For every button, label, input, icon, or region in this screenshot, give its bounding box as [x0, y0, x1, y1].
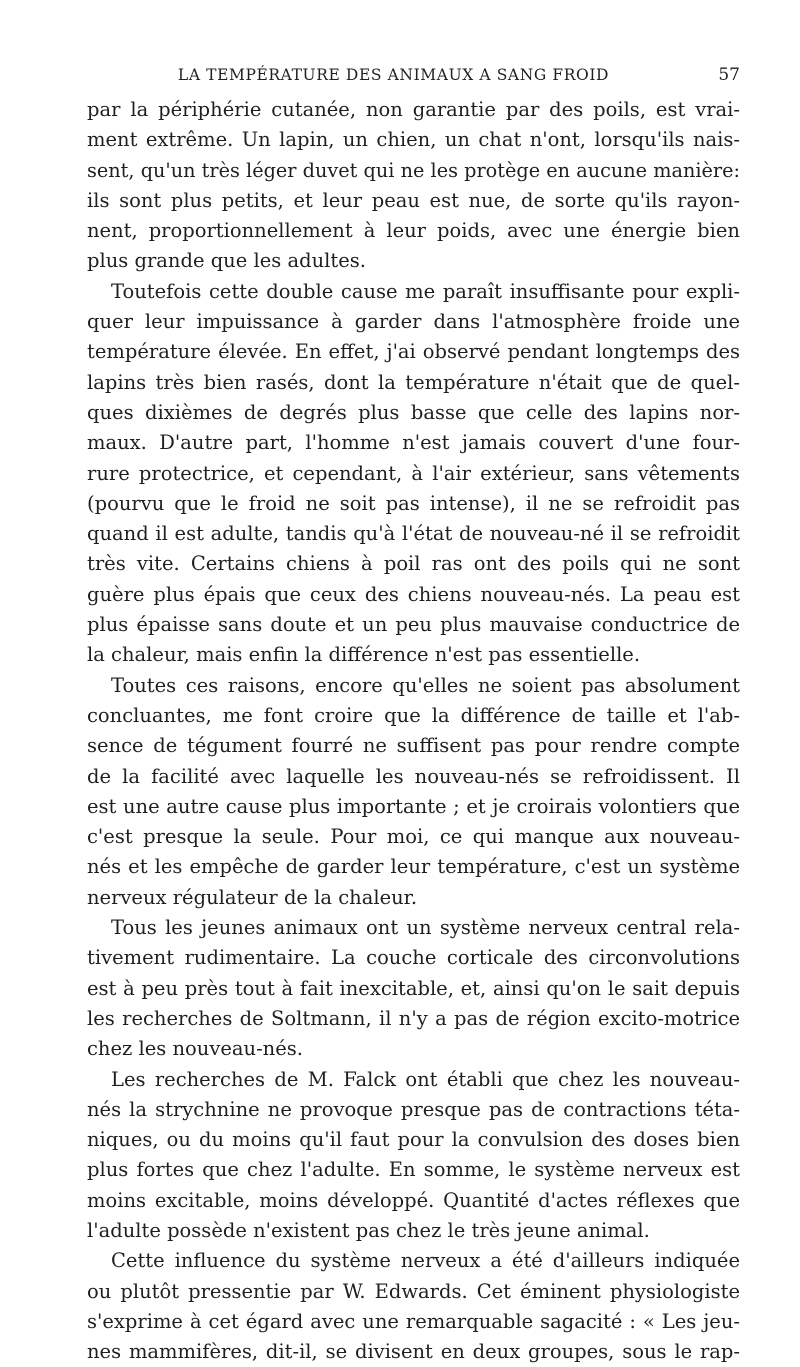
- page-number: 57: [718, 65, 740, 85]
- text-line: chez les nouveau-nés.: [87, 1037, 303, 1061]
- body-text: [87, 95, 740, 1367]
- text-line: tivement rudimentaire. La couche corticale des circonvolutions: [87, 946, 740, 970]
- text-line: Toutes ces raisons, encore qu'elles ne soient pas absolument: [111, 673, 740, 697]
- text-line: plus grande que les adultes.: [87, 249, 366, 273]
- text-line: les recherches de Soltmann, il n'y a pas de région excito-motrice: [87, 1006, 740, 1030]
- text-line: nés la strychnine ne provoque presque pas de contractions téta-: [87, 1097, 740, 1121]
- text-line: nés et les empêche de garder leur température, c'est un système: [87, 855, 740, 879]
- text-line: plus épaisse sans doute et un peu plus mauvaise conductrice de: [87, 613, 740, 637]
- text-line: maux. D'autre part, l'homme n'est jamais couvert d'une four-: [87, 431, 740, 455]
- text-line: est à peu près tout à fait inexcitable, et, ainsi qu'on le sait depuis: [87, 976, 740, 1000]
- text-line: nent, proportionnellement à leur poids, avec une énergie bien: [87, 219, 740, 243]
- text-line: sence de tégument fourré ne suffisent pas pour rendre compte: [87, 734, 740, 758]
- text-line: guère plus épais que ceux des chiens nouveau-nés. La peau est: [87, 582, 740, 606]
- text-line: est une autre cause plus importante ; et je croirais volontiers que: [87, 794, 740, 818]
- text-line: quer leur impuissance à garder dans l'atmosphère froide une: [87, 310, 740, 334]
- text-line: de la facilité avec laquelle les nouveau-nés se refroidissent. Il: [87, 764, 740, 788]
- text-line: niques, ou du moins qu'il faut pour la convulsion des doses bien: [87, 1128, 740, 1152]
- text-line: nerveux régulateur de la chaleur.: [87, 885, 418, 909]
- text-line: la chaleur, mais enfin la différence n'est pas essentielle.: [87, 643, 641, 667]
- text-line: l'adulte possède n'existent pas chez le très jeune animal.: [87, 1218, 650, 1242]
- text-line: quand il est adulte, tandis qu'à l'état de nouveau-né il se refroidit: [87, 522, 740, 546]
- text-line: température élevée. En effet, j'ai observé pendant longtemps des: [87, 340, 740, 364]
- running-title: LA TEMPÉRATURE DES ANIMAUX A SANG FROID: [177, 66, 610, 84]
- text-line: c'est presque la seule. Pour moi, ce qui manque aux nouveau-: [87, 825, 740, 849]
- text-line: nes mammifères, dit-il, se divisent en deux groupes, sous le rap-: [87, 1340, 740, 1364]
- text-line: Tous les jeunes animaux ont un système nerveux central rela-: [111, 916, 740, 940]
- text-line: sent, qu'un très léger duvet qui ne les protège en aucune manière:: [87, 158, 740, 182]
- text-line: lapins très bien rasés, dont la température n'était que de quel-: [87, 370, 740, 394]
- text-line: s'exprime à cet égard avec une remarquable sagacité : « Les jeu-: [87, 1309, 740, 1333]
- text-line: ment extrême. Un lapin, un chien, un chat n'ont, lorsqu'ils nais-: [87, 128, 740, 152]
- text-line: (pourvu que le froid ne soit pas intense), il ne se refroidit pas: [87, 491, 740, 515]
- text-line: rure protectrice, et cependant, à l'air extérieur, sans vêtements: [87, 461, 740, 485]
- text-line: très vite. Certains chiens à poil ras ont des poils qui ne sont: [87, 552, 740, 576]
- text-line: Cette influence du système nerveux a été d'ailleurs indiquée: [111, 1249, 740, 1273]
- text-line: ques dixièmes de degrés plus basse que celle des lapins nor-: [87, 400, 740, 424]
- text-line: ils sont plus petits, et leur peau est nue, de sorte qu'ils rayon-: [87, 188, 740, 212]
- text-line: Les recherches de M. Falck ont établi que chez les nouveau-: [111, 1067, 740, 1091]
- text-line: moins excitable, moins développé. Quantité d'actes réflexes que: [87, 1188, 740, 1212]
- text-line: concluantes, me font croire que la différence de taille et l'ab-: [87, 703, 740, 727]
- running-head: [87, 64, 740, 86]
- text-line: par la périphérie cutanée, non garantie par des poils, est vrai-: [87, 98, 740, 121]
- text-line: plus fortes que chez l'adulte. En somme, le système nerveux est: [87, 1158, 740, 1182]
- text-line: ou plutôt pressentie par W. Edwards. Cet éminent physiologiste: [87, 1279, 740, 1303]
- text-line: Toutefois cette double cause me paraît insuffisante pour expli-: [111, 279, 740, 303]
